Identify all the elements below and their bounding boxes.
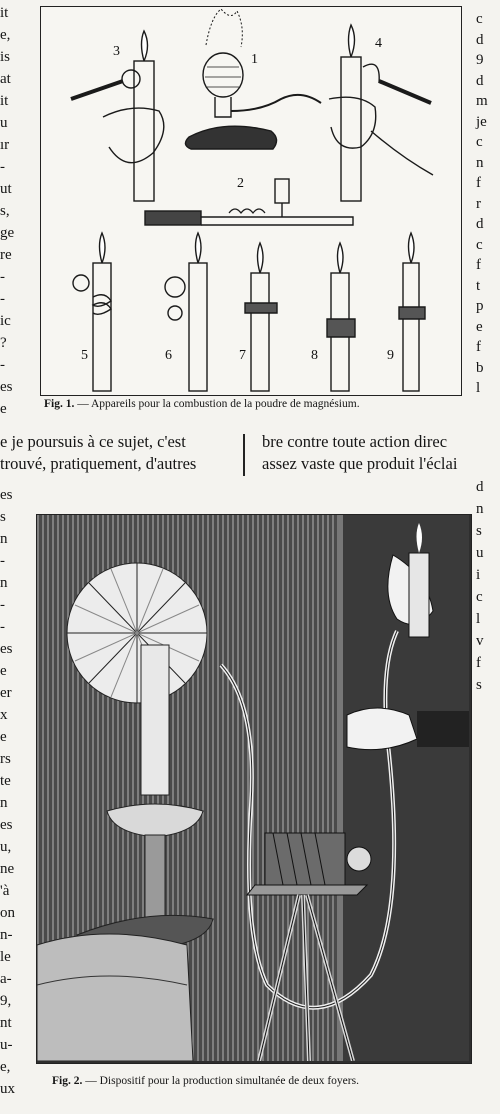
margin-fragment: je	[476, 113, 487, 130]
margin-fragment: r	[476, 195, 481, 212]
margin-fragment: e	[0, 729, 7, 745]
margin-fragment: c	[476, 11, 483, 27]
margin-fragment: es	[0, 487, 13, 503]
margin-fragment: 'à	[0, 883, 10, 899]
figure-1-caption-prefix: Fig. 1.	[44, 398, 75, 410]
margin-fragment: i	[476, 567, 481, 583]
figure-1-label: 2	[237, 176, 244, 191]
margin-fragment: c	[476, 134, 483, 150]
figure-1-label: 3	[113, 44, 120, 59]
margin-fragment: -	[0, 357, 5, 373]
margin-fragment: u-	[0, 1037, 13, 1053]
margin-fragment: it	[0, 93, 9, 109]
margin-fragment: d	[476, 216, 484, 232]
body-line-left-1: e je poursuis à ce sujet, c'est	[0, 432, 186, 451]
margin-fragment: l	[476, 380, 481, 396]
margin-fragment: ne	[0, 861, 15, 877]
margin-fragment: c	[476, 236, 483, 253]
margin-fragment: is	[0, 49, 11, 65]
figure-1-label: 9	[387, 348, 394, 363]
margin-fragment: ?	[0, 335, 7, 351]
margin-fragment: n	[0, 575, 8, 591]
margin-fragment: ic	[0, 313, 11, 329]
margin-fragment: f	[476, 339, 481, 355]
margin-fragment: 9,	[0, 993, 12, 1009]
margin-fragment: n	[476, 501, 484, 517]
margin-fragment: s	[476, 677, 482, 693]
margin-fragment: er	[0, 685, 12, 701]
margin-fragment: e	[0, 663, 7, 679]
margin-fragment: ge	[0, 225, 15, 241]
figure-2-illustration	[37, 515, 469, 1061]
body-line-left-2: trouvé, pratiquement, d'autres	[0, 454, 197, 473]
margin-fragment: ux	[0, 1081, 15, 1097]
margin-fragment: e	[0, 401, 7, 417]
margin-fragment: u	[476, 545, 484, 561]
figure-1-label: 1	[251, 52, 258, 67]
margin-fragment: t	[476, 277, 481, 294]
margin-fragment: es	[0, 641, 13, 657]
margin-fragment: es	[0, 817, 13, 833]
margin-fragment: s,	[0, 203, 10, 219]
figure-2-caption-prefix: Fig. 2.	[52, 1075, 83, 1087]
margin-fragment: ır	[0, 137, 10, 153]
margin-fragment: s	[0, 509, 6, 525]
margin-fragment: m	[476, 93, 488, 109]
margin-fragment: f	[476, 257, 481, 273]
margin-fragment: d	[476, 72, 484, 89]
figure-1-label: 8	[311, 348, 318, 363]
margin-fragment: le	[0, 949, 11, 965]
margin-fragment: 9	[476, 52, 484, 68]
margin-fragment: te	[0, 773, 11, 789]
margin-fragment: n	[476, 154, 484, 171]
margin-fragment: e,	[0, 1059, 11, 1075]
margin-fragment: nt	[0, 1015, 12, 1031]
margin-fragment: f	[476, 175, 481, 191]
figure-1-illustration	[41, 7, 459, 393]
column-rule	[243, 434, 245, 476]
margin-fragment: x	[0, 707, 8, 723]
margin-fragment: n	[0, 531, 8, 547]
margin-fragment: -	[0, 159, 5, 175]
figure-1-label: 6	[165, 348, 172, 363]
margin-fragment: on	[0, 905, 15, 921]
margin-fragment: -	[0, 291, 5, 307]
margin-fragment: a-	[0, 971, 12, 987]
margin-fragment: re	[0, 247, 12, 263]
margin-fragment: -	[0, 619, 5, 635]
margin-fragment: at	[0, 71, 11, 87]
margin-fragment: u,	[0, 839, 12, 855]
margin-fragment: s	[476, 523, 482, 539]
margin-fragment: -	[0, 597, 5, 613]
figure-1-label: 7	[239, 348, 246, 363]
figure-1-caption	[44, 398, 360, 410]
figure-2-caption	[52, 1075, 359, 1087]
margin-fragment: u	[0, 115, 8, 131]
margin-fragment: -	[0, 269, 5, 285]
margin-fragment: n-	[0, 927, 13, 943]
margin-fragment: b	[476, 359, 484, 376]
margin-fragment: l	[476, 611, 481, 627]
body-line-right-2: assez vaste que produit l'éclai	[262, 454, 458, 473]
figure-2-caption-text: — Dispositif pour la production simultanée de deux foyers.	[82, 1075, 359, 1087]
body-line-right-1: bre contre toute action direc	[262, 432, 448, 451]
margin-fragment: -	[0, 553, 5, 569]
margin-fragment: it	[0, 5, 9, 21]
margin-fragment: d	[476, 31, 484, 48]
margin-fragment: d	[476, 479, 484, 495]
margin-fragment: c	[476, 589, 483, 605]
margin-fragment: v	[476, 633, 484, 649]
figure-1-caption-text: — Appareils pour la combustion de la poudre de magnésium.	[74, 398, 360, 410]
figure-1-label: 5	[81, 348, 88, 363]
margin-fragment: es	[0, 379, 13, 395]
figure-1-label: 4	[375, 36, 382, 51]
margin-fragment: rs	[0, 751, 11, 767]
margin-fragment: e,	[0, 27, 11, 43]
margin-fragment: n	[0, 795, 8, 811]
margin-fragment: ut	[0, 181, 12, 197]
margin-fragment: p	[476, 298, 484, 314]
margin-fragment: e	[476, 318, 483, 335]
margin-fragment: f	[476, 655, 481, 671]
